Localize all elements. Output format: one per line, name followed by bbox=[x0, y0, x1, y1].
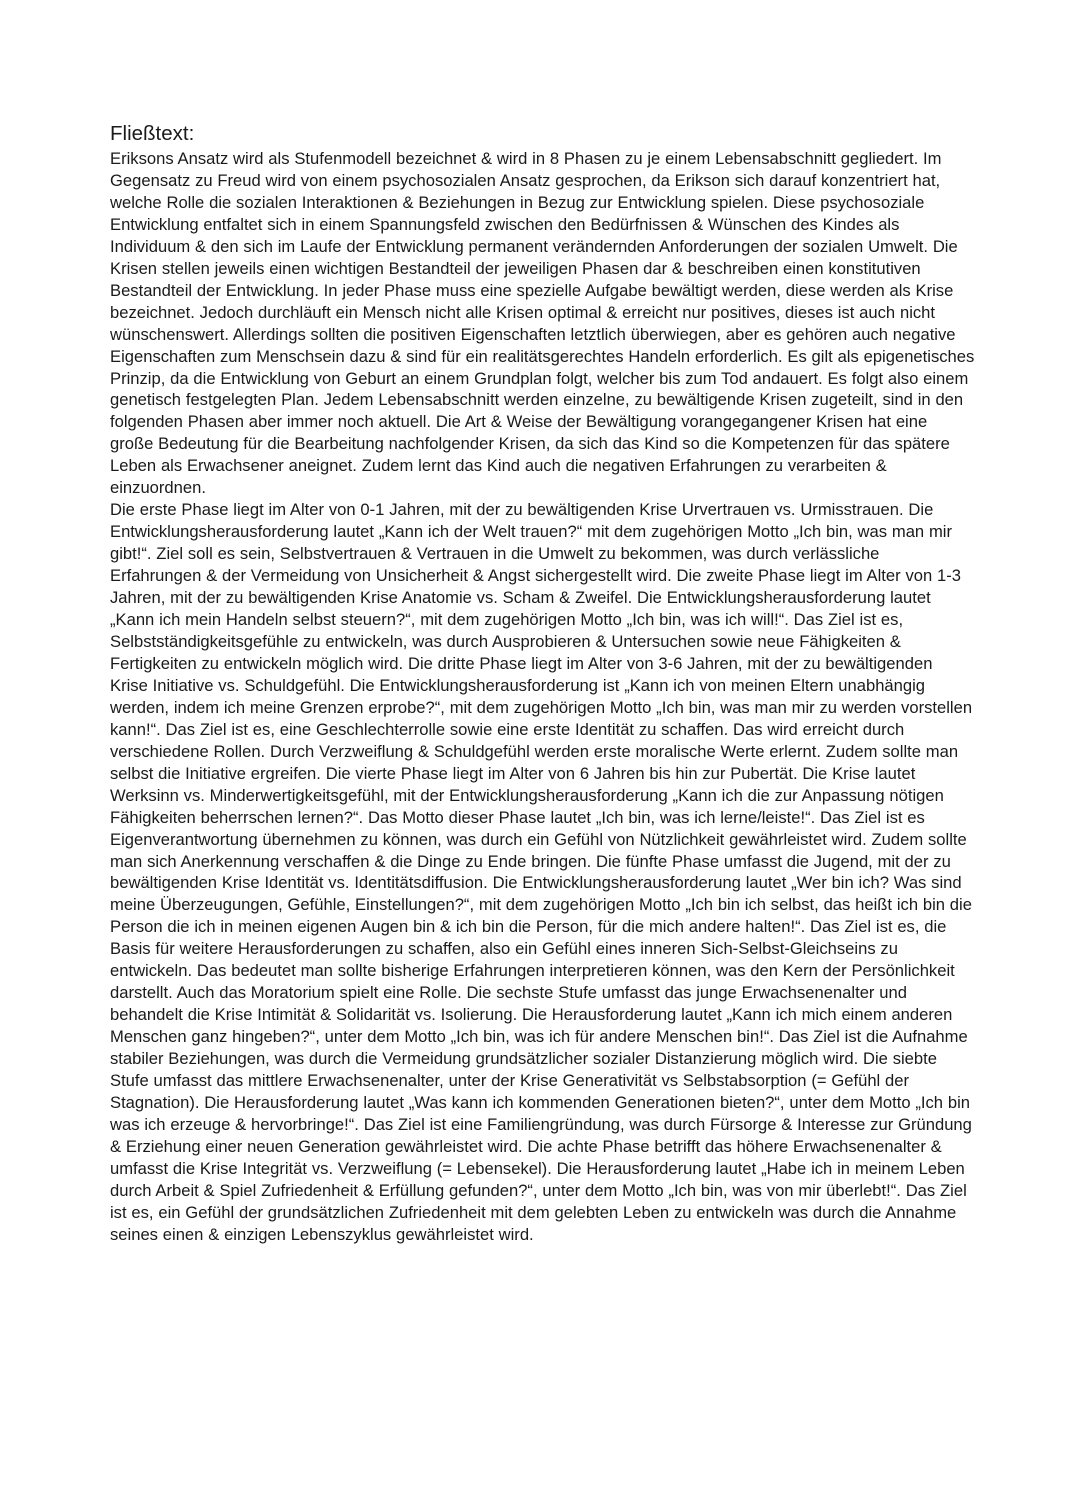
phases-paragraph: Die erste Phase liegt im Alter von 0-1 Jahren, mit der zu bewältigenden Krise Urvertrauen vs. Urmisstrauen. Die Entwicklungsherausforderung lautet „Kann ich der Welt trauen?“ mit dem zugehörigen Motto „Ich bin, was man mir gibt!“. Ziel soll es sein, Selbstvertrauen & Vertrauen in die Umwelt zu bekommen, was durch verlässliche Erfahrungen & der Vermeidung von Unsicherheit & Angst sichergestellt wird. Die zweite Phase liegt im Alter von 1-3 Jahren, mit der zu bewältigenden Krise Anatomie vs. Scham & Zweifel. Die Entwicklungsherausforderung lautet „Kann ich mein Handeln selbst steuern?“, mit dem zugehörigen Motto „Ich bin, was ich will!“. Das Ziel ist es, Selbstständigkeitsgefühle zu entwickeln, was durch Ausprobieren & Untersuchen sowie neue Fähigkeiten & Fertigkeiten zu entwickeln möglich wird. Die dritte Phase liegt im Alter von 3-6 Jahren, mit der zu bewältigenden Krise Initiative vs. Schuldgefühl. Die Entwicklungsherausforderung ist „Kann ich von meinen Eltern unabhängig werden, indem ich meine Grenzen erprobe?“, mit dem zugehörigen Motto „Ich bin, was man mir zu werden vorstellen kann!“. Das Ziel ist es, eine Geschlechterrolle sowie eine erste Identität zu schaffen. Das wird erreicht durch verschiedene Rollen. Durch Verzweiflung & Schuldgefühl werden erste moralische Werte erlernt. Zudem sollte man selbst die Initiative ergreifen. Die vierte Phase liegt im Alter von 6 Jahren bis hin zur Pubertät. Die Krise lautet Werksinn vs. Minderwertigkeitsgefühl, mit der Entwicklungsherausforderung „Kann ich die zur Anpassung nötigen Fähigkeiten beherrschen lernen?“. Das Motto dieser Phase lautet „Ich bin, was ich lerne/leiste!“. Das Ziel ist es Eigenverantwortung übernehmen zu können, was durch ein Gefühl von Nützlichkeit gewährleistet wird. Zudem sollte man sich Anerkennung verschaffen & die Dinge zu Ende bringen. Die fünfte Phase umfasst die Jugend, mit der zu bewältigenden Krise Identität vs. Identitätsdiffusion. Die Entwicklungsherausforderung lautet „Wer bin ich? Was sind meine Überzeugungen, Gefühle, Einstellungen?“, mit dem zugehörigen Motto „Ich bin ich selbst, das heißt ich bin die Person die ich in meinen eigenen Augen bin & ich bin die Person, für die mich andere halten!“. Das Ziel ist es, die Basis für weitere Herausforderungen zu schaffen, also ein Gefühl eines inneren Sich-Selbst-Gleichseins zu entwickeln. Das bedeutet man sollte bisherige Erfahrungen interpretieren können, was den Kern der Persönlichkeit darstellt. Auch das Moratorium spielt eine Rolle. Die sechste Stufe umfasst das junge Erwachsenenalter und behandelt die Krise Intimität & Solidarität vs. Isolierung. Die Herausforderung lautet „Kann ich mich einem anderen Menschen ganz hingeben?“, unter dem Motto „Ich bin, was ich für andere Menschen bin!“. Das Ziel ist die Aufnahme stabiler Beziehungen, was durch die Vermeidung grundsätzlicher sozialer Distanzierung möglich wird. Die siebte Stufe umfasst das mittlere Erwachsenenalter, unter der Krise Generativität vs Selbstabsorption (= Gefühl der Stagnation). Die Herausforderung lautet „Was kann ich kommenden Generationen bieten?“, unter dem Motto „Ich bin was ich erzeuge & hervorbringe!“. Das Ziel ist eine Familiengründung, was durch Fürsorge & Interesse zur Gründung & Erziehung einer neuen Generation gewährleistet wird. Die achte Phase betrifft das höhere Erwachsenenalter & umfasst die Krise Integrität vs. Verzweiflung (= Lebensekel). Die Herausforderung lautet „Habe ich in meinem Leben durch Arbeit & Spiel Zufriedenheit & Erfüllung gefunden?“, unter dem Motto „Ich bin, was von mir überlebt!“. Das Ziel ist es, ein Gefühl der grundsätzlichen Zufriedenheit mit dem gelebten Leben zu entwickeln was durch die Annahme seines einen & einzigen Lebenszyklus gewährleistet wird. bbox=[110, 500, 973, 1244]
document-content bbox=[110, 120, 975, 1246]
document-heading: Fließtext: bbox=[110, 122, 195, 145]
intro-paragraph: Eriksons Ansatz wird als Stufenmodell bezeichnet & wird in 8 Phasen zu je einem Lebensabschnitt gegliedert. Im Gegensatz zu Freud wird von einem psychosozialen Ansatz gesprochen, da Erikson sich darauf konzentriert hat, welche Rolle die sozialen Interaktionen & Beziehungen in Bezug zur Entwicklung spielen. Diese psychosoziale Entwicklung entfaltet sich in einem Spannungsfeld zwischen den Bedürfnissen & Wünschen des Kindes als Individuum & den sich im Laufe der Entwicklung permanent verändernden Anforderungen der sozialen Umwelt. Die Krisen stellen jeweils einen wichtigen Bestandteil der jeweiligen Phasen dar & beschreiben einen konstitutiven Bestandteil der Entwicklung. In jeder Phase muss eine spezielle Aufgabe bewältigt werden, diese werden als Krise bezeichnet. Jedoch durchläuft ein Mensch nicht alle Krisen optimal & erreicht nur positives, dieses ist auch nicht wünschenswert. Allerdings sollten die positiven Eigenschaften letztlich überwiegen, aber es gehören auch negative Eigenschaften zum Menschsein dazu & sind für ein realitätsgerechtes Handeln erforderlich. Es gilt als epigenetisches Prinzip, da die Entwicklung von Geburt an einem Grundplan folgt, welcher bis zum Tod andauert. Es folgt also einem genetisch festgelegten Plan. Jedem Lebensabschnitt werden einzelne, zu bewältigende Krisen zugeteilt, sind in den folgenden Phasen aber immer noch aktuell. Die Art & Weise der Bewältigung vorangegangener Krisen hat eine große Bedeutung für die Bearbeitung nachfolgender Krisen, da sich das Kind so die Kompetenzen für das spätere Leben als Erwachsener aneignet. Zudem lernt das Kind auch die negativen Erfahrungen zu verarbeiten & einzuordnen. bbox=[110, 149, 975, 498]
